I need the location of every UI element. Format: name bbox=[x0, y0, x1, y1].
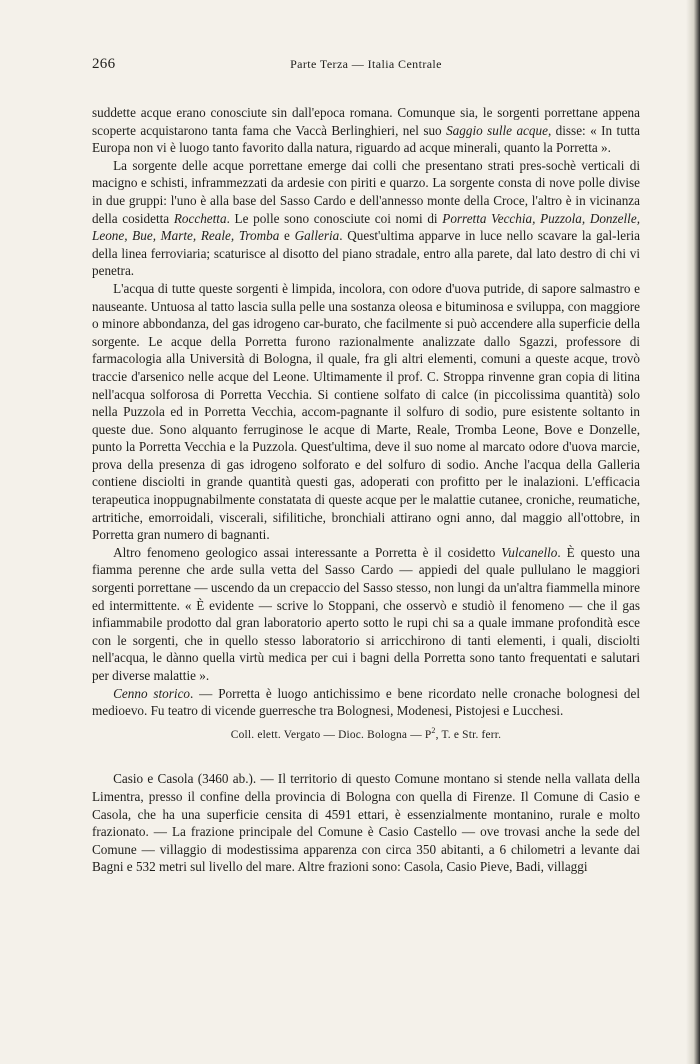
text-run: Coll. elett. Vergato — Dioc. Bologna — P bbox=[230, 728, 432, 741]
page-header bbox=[92, 56, 640, 76]
text-run: . — Porretta è luogo antichissimo e bene ricordato nelle cronache bolognesi del medioevo. Fu teatro di vicende guerresche tra Bolognesi, Modenesi, Pistojesi e Lucchesi. bbox=[92, 685, 640, 719]
text-run: , T. e Str. ferr. bbox=[435, 728, 502, 741]
paragraph-water-properties: L'acqua di tutte queste sorgenti è limpida, incolora, con odore d'uova putride, di sapore salmastro e nauseante. Untuosa al tatto lascia sulla pelle una sostanza oleosa e bituminosa e sviluppa, con maggiore o minore abbondanza, del gas idrogeno car-burato, che facilmente si può accendere alla superficie della sorgente. Le acque della Porretta furono razionalmente analizzate dallo Sgazzi, professore di farmacologia alla Università di Bologna, il quale, fra gli altri elementi, comuni a queste acque, trovò traccie d'arsenico nelle acque del Leone. Ultimamente il prof. C. Stroppa rinvenne gran copia di litina nell'acqua solforosa di Porretta Vecchia. Si contiene solfato di calce (in piccolissima quantità) solo nella Puzzola ed in Porretta Vecchia, accom-pagnante il solfuro di sodio, pure esistente soltanto in queste due. Sono alquanto ferruginose le acque di Marte, Reale, Tromba Leone, Bove e Donzelle, punto la Porretta Vecchia e la Puzzola. Quest'ultima, deve il suo nome al marcato odore d'uova marcie, prova della presenza di gas idrogeno solforato e del solfuro di sodio. Anche l'acqua della Galleria contiene disciolti in grande quantità questi gas, adoperati con profitto per le inalazioni. L'efficacia terapeutica inoppugnabilmente constatata di queste acque per le malattie cutanee, croniche, reumatiche, artritiche, emorroidali, viscerali, sifilitiche, bronchiali attirano ogni anno, dal maggio all'ottobre, in Porretta gran numero di bagnanti. bbox=[92, 280, 640, 543]
superscript: 2 bbox=[431, 725, 436, 735]
administrative-note bbox=[92, 727, 640, 745]
paragraph-vulcanello bbox=[92, 544, 640, 685]
paragraph-history bbox=[92, 685, 640, 720]
italic-term: Porretta Vecchia, Puzzola, Donzelle, Leone, Bue, Marte, Reale, Tromba bbox=[92, 210, 640, 244]
running-head: Parte Terza — Italia Centrale bbox=[290, 57, 442, 71]
text-run: . È questo una fiamma perenne che arde sulla vetta del Sasso Cardo — appiedi del quale pullulano le maggiori sorgenti porrettane — uscendo da un crepaccio del Sasso stesso, non lungi da un'altra fiammella minore ed intermittente. « È evidente — scrive lo Stoppani, che osservò e studiò il fenomeno — che il gas infiammabile prodotto dal gran laboratorio aperto sotto le rupi chi sa a quale immane profondità esce con le sorgenti, che in quello stesso laboratorio si arricchirono di tanti elementi, i quali, disciolti nell'acqua, le dànno quella virtù medica per cui i bagni della Porretta sono tanto frequentati e salutari per diverse malattie ». bbox=[92, 544, 640, 683]
body-text bbox=[92, 104, 640, 876]
text-run: La sorgente delle acque porrettane emerge dai colli che presentano strati pres-sochè verticali di macigno e schisti, inframmezzati da ardesie con piriti e quarzo. La sorgente consta di nove polle divise in due gruppi: l'uno è alla base del Sasso Cardo e dell'annesso monte della Croce, l'altro è in vicinanza della cosidetta bbox=[92, 157, 640, 226]
paragraph-casio-casola bbox=[92, 770, 640, 876]
paragraph-continuation bbox=[92, 104, 640, 157]
text-run: , disse: « In tutta Europa non vi è luogo tanto favorito dalla natura, riguardo ad acque minerali, quanto la Porretta ». bbox=[92, 122, 640, 156]
text-run: (3460 ab.). — Il territorio di questo Comune montano si stende nella vallata della Limentra, presso il confine della provincia di Bologna con quella di Firenze. Il Comune di Casio e Casola, che ha una superficie censita di 4591 ettari, è essenzialmente montanino, rurale e molto frazionato. — La frazione principale del Comune è Casio Castello — ove trovasi anche la sede del Comune — villaggio di modestissima apparenza con circa 350 abitanti, a 6 chilometri a levante dai Bagni e 532 metri sul livello del mare. Altre frazioni sono: Casola, Casio Pieve, Badi, villaggi bbox=[92, 771, 640, 875]
italic-term: Vulcanello bbox=[501, 544, 558, 560]
text-run: . Le polle sono conosciute coi nomi di bbox=[226, 210, 443, 226]
paragraph-sources bbox=[92, 157, 640, 280]
italic-term: Rocchetta bbox=[173, 210, 227, 226]
entry-heading: Casio e Casola bbox=[113, 771, 194, 787]
text-run: Altro fenomeno geologico assai interessante a Porretta è il cosidetto bbox=[113, 544, 502, 560]
page-number: 266 bbox=[92, 56, 116, 72]
text-run: e bbox=[279, 228, 295, 244]
italic-title: Saggio sulle acque bbox=[446, 122, 548, 138]
italic-term: Galleria bbox=[294, 228, 340, 244]
text-run: . Quest'ultima apparve in luce nello scavare la gal-leria della linea ferroviaria; scaturisce al disotto del piano stradale, entro alla parete, dal lato destro di chi vi penetra. bbox=[92, 228, 640, 279]
text-run: suddette acque erano conosciute sin dall'epoca romana. Comunque sia, le sorgenti porrettane appena scoperte acquistarono tanta fama che Vaccà Berlinghieri, nel suo bbox=[92, 105, 640, 138]
italic-heading: Cenno storico bbox=[113, 685, 191, 701]
page-edge-shadow bbox=[686, 0, 700, 1064]
